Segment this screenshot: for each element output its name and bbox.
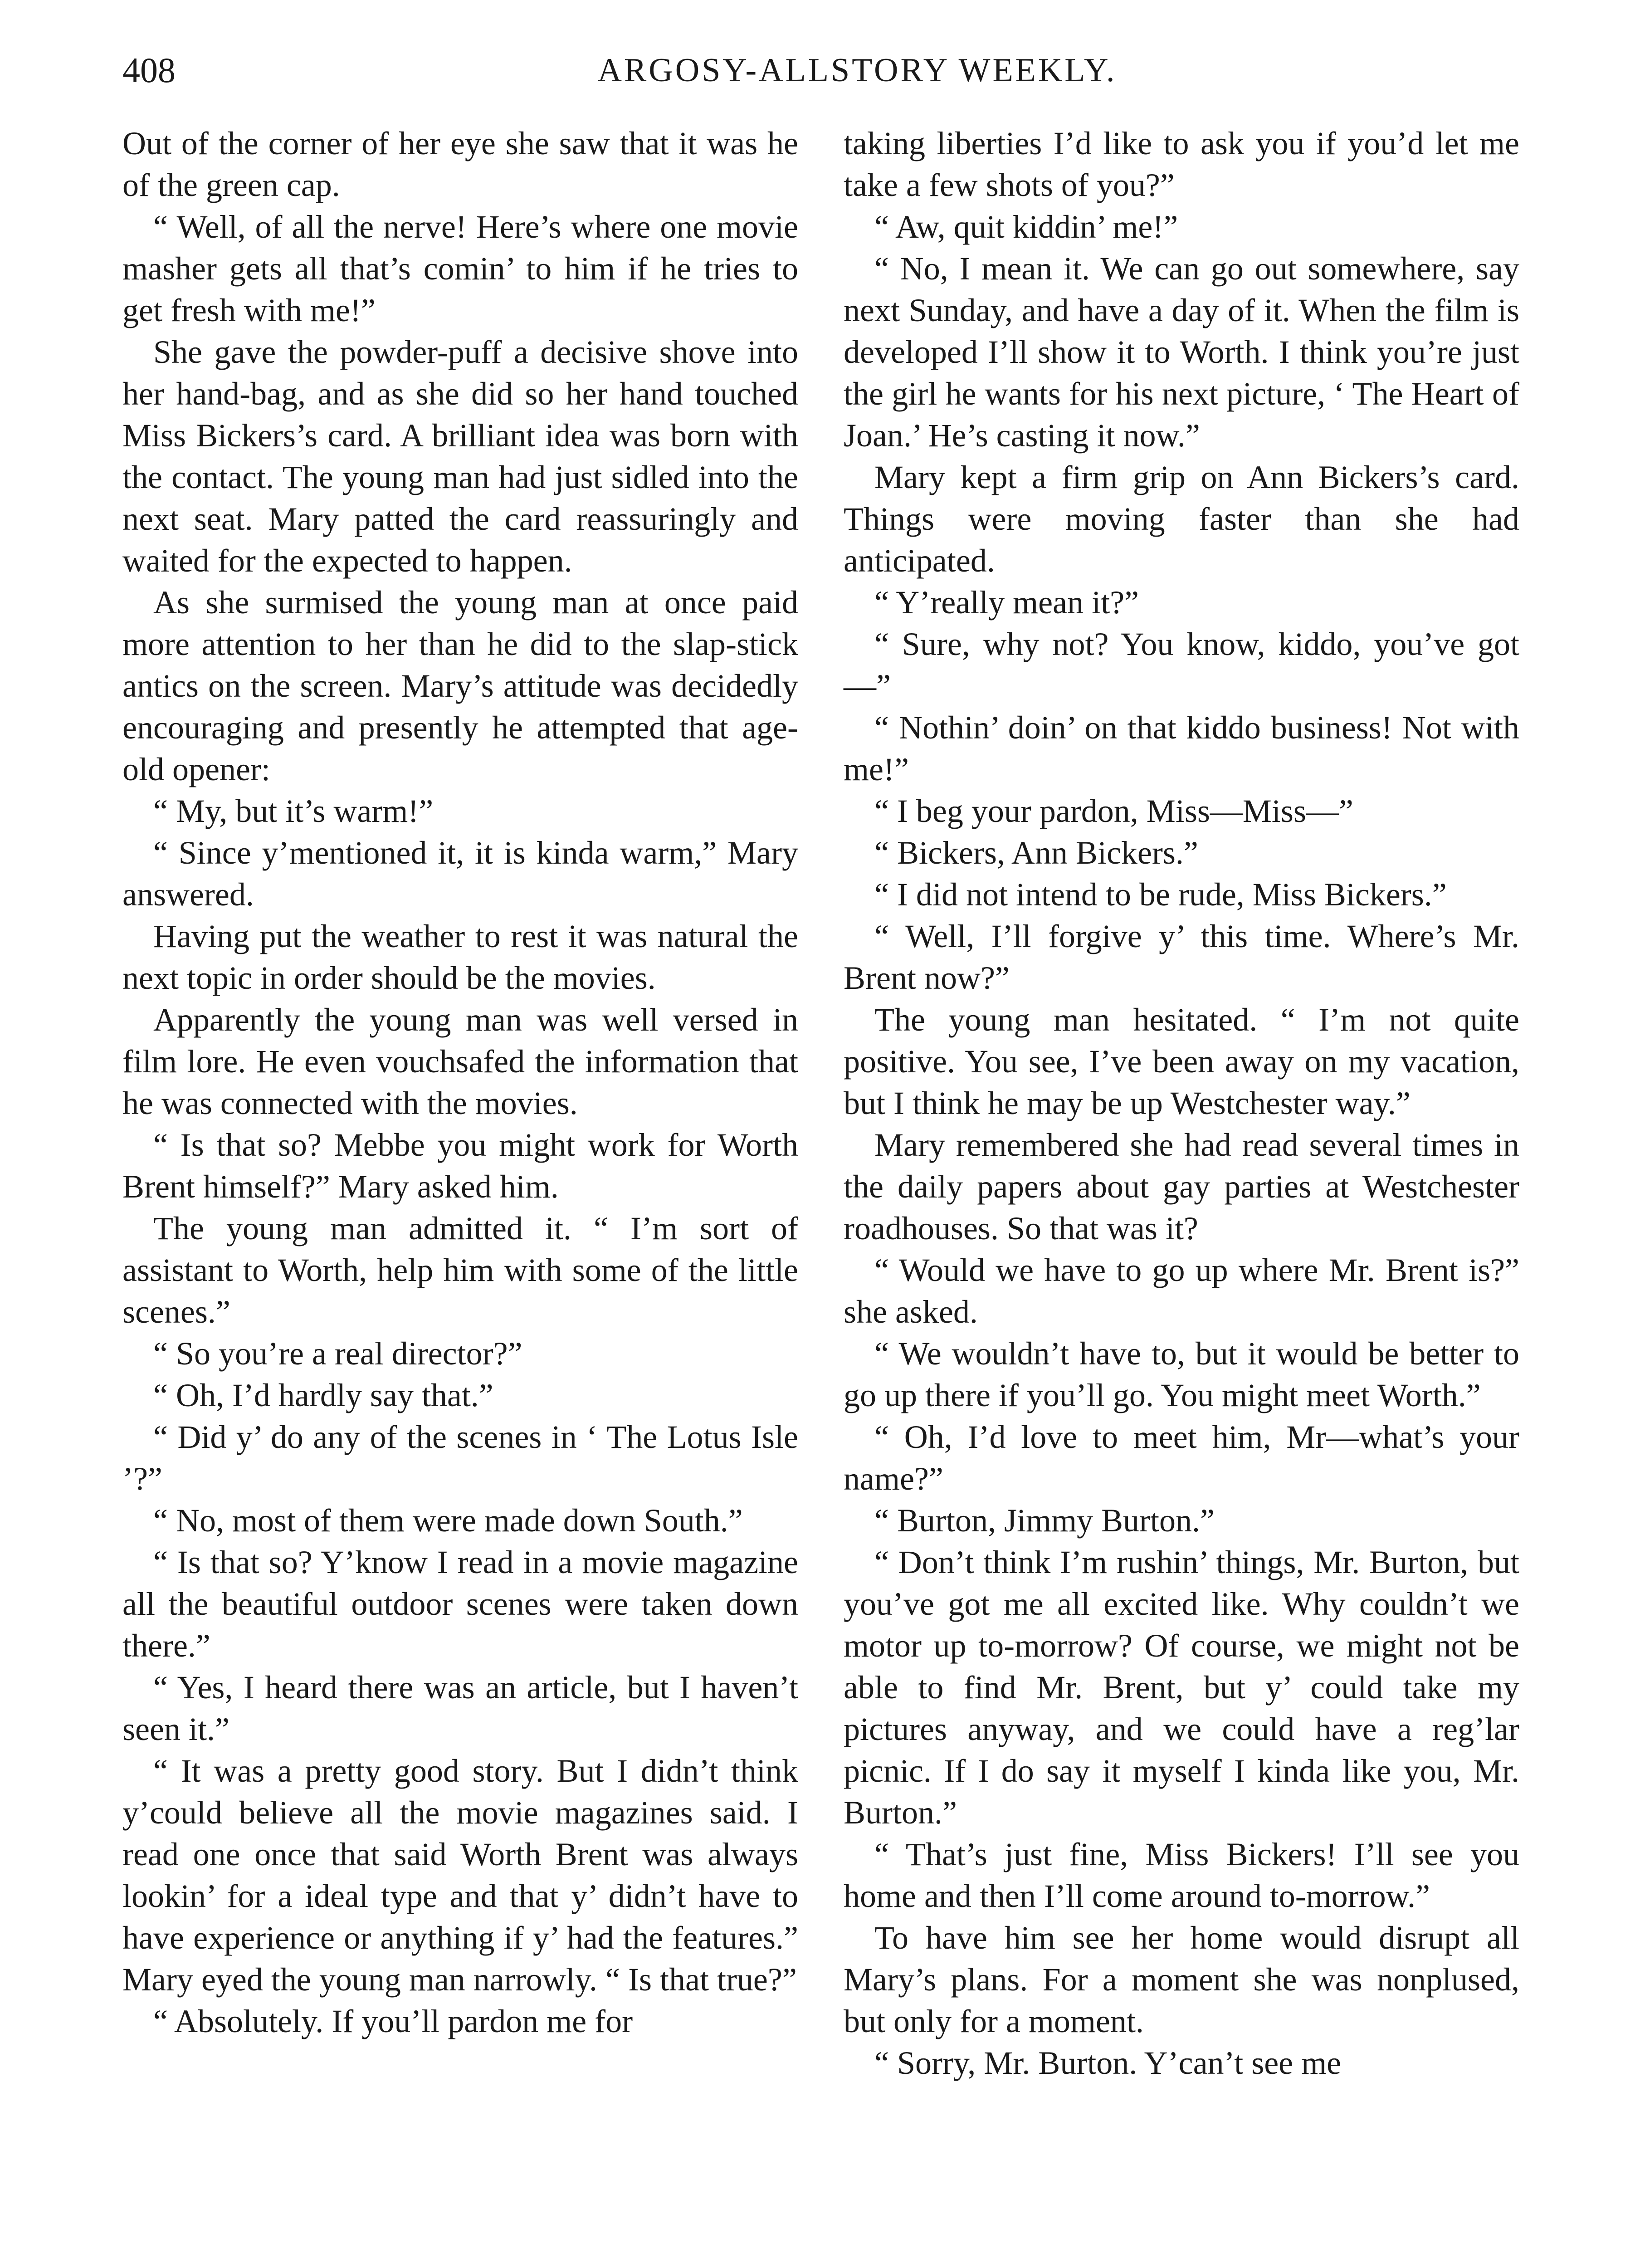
paragraph: “ Sure, why not? You know, kiddo, you’ve got—” — [844, 626, 1519, 704]
paragraph: “ Don’t think I’m rushin’ things, Mr. Burton, but you’ve got me all excited like. Why couldn’t we motor up to-morrow? Of course, we might not be able to find Mr. Brent, but y’ could take my pictures anyway, and we could have a reg’lar picnic. If I do say it myself I kinda like you, Mr. Burton.” — [844, 1544, 1519, 1831]
paragraph: “ Oh, I’d love to meet him, Mr—what’s your name?” — [844, 1419, 1519, 1497]
right-column — [844, 122, 1519, 2084]
paragraph: The young man admitted it. “ I’m sort of assistant to Worth, help him with some of the little scenes.” — [122, 1210, 798, 1330]
paragraph: The young man hesitated. “ I’m not quite positive. You see, I’ve been away on my vacation, but I think he may be up Westchester way.” — [844, 1002, 1519, 1121]
paragraph: “ Burton, Jimmy Burton.” — [874, 1502, 1215, 1539]
paragraph: Out of the corner of her eye she saw that it was he of the green cap. — [122, 125, 798, 203]
paragraph: “ Bickers, Ann Bickers.” — [874, 835, 1198, 871]
paragraph: “ Well, of all the nerve! Here’s where one movie masher gets all that’s comin’ to him if he tries to get fresh with me!” — [122, 209, 798, 328]
paragraph: “ Since y’mentioned it, it is kinda warm,” Mary answered. — [122, 835, 798, 913]
paragraph: Mary kept a firm grip on Ann Bickers’s card. Things were moving faster than she had anticipated. — [844, 459, 1519, 579]
paragraph: “ No, most of them were made down South.” — [153, 1502, 743, 1539]
paragraph: “ Yes, I heard there was an article, but I haven’t seen it.” — [122, 1669, 798, 1747]
paragraph: “ Is that so? Mebbe you might work for Worth Brent himself?” Mary asked him. — [122, 1127, 798, 1205]
paragraph: “ We wouldn’t have to, but it would be better to go up there if you’ll go. You might meet Worth.” — [844, 1335, 1519, 1413]
paragraph: Apparently the young man was well versed in film lore. He even vouchsafed the information that he was connected with the movies. — [122, 1002, 798, 1121]
paragraph: Having put the weather to rest it was natural the next topic in order should be the movies. — [122, 918, 798, 996]
paragraph: “ My, but it’s warm!” — [153, 793, 434, 829]
paragraph: “ Y’really mean it?” — [874, 584, 1139, 621]
paragraph: “ It was a pretty good story. But I didn’t think y’could believe all the movie magazines said. I read one once that said Worth Brent was always lookin’ for a ideal type and that y’ didn’t have to have experience or anything if y’ had the features.” Mary eyed the young man narrowly. “ Is that true?” — [122, 1753, 798, 1998]
paragraph: “ So you’re a real director?” — [153, 1335, 522, 1372]
paragraph: “ That’s just fine, Miss Bickers! I’ll see you home and then I’ll come around to-morrow.” — [844, 1836, 1519, 1914]
paragraph: “ I did not intend to be rude, Miss Bickers.” — [874, 876, 1447, 913]
paragraph: “ I beg your pardon, Miss—Miss—” — [874, 793, 1353, 829]
paragraph: “ Did y’ do any of the scenes in ‘ The Lotus Isle ’?” — [122, 1419, 798, 1497]
paragraph: Mary remembered she had read several times in the daily papers about gay parties at Westchester roadhouses. So that was it? — [844, 1127, 1519, 1246]
paragraph: “ Sorry, Mr. Burton. Y’can’t see me — [874, 2045, 1342, 2081]
left-column — [122, 122, 798, 2042]
paragraph: “ Would we have to go up where Mr. Brent is?” she asked. — [844, 1252, 1519, 1330]
paragraph: She gave the powder-puff a decisive shove into her hand-bag, and as she did so her hand touched Miss Bickers’s card. A brilliant idea was born with the contact. The young man had just sidled into the next seat. Mary patted the card reassuringly and waited for the expected to happen. — [122, 334, 798, 579]
page-number: 408 — [122, 50, 176, 90]
page-header — [122, 41, 1519, 100]
paragraph: As she surmised the young man at once paid more attention to her than he did to the slap-stick antics on the screen. Mary’s attitude was decidedly encouraging and presently he attempted that age-old opener: — [122, 584, 798, 787]
paragraph: “ Well, I’ll forgive y’ this time. Where’s Mr. Brent now?” — [844, 918, 1519, 996]
paragraph: To have him see her home would disrupt all Mary’s plans. For a moment she was nonplused, but only for a moment. — [844, 1920, 1519, 2039]
paragraph: “ Aw, quit kiddin’ me!” — [874, 209, 1178, 245]
paragraph: “ Oh, I’d hardly say that.” — [153, 1377, 493, 1413]
paragraph: “ Absolutely. If you’ll pardon me for — [153, 2003, 633, 2039]
running-head: ARGOSY-ALLSTORY WEEKLY. — [597, 52, 1117, 89]
paragraph: “ Is that so? Y’know I read in a movie magazine all the beautiful outdoor scenes were taken down there.” — [122, 1544, 798, 1664]
paragraph: “ No, I mean it. We can go out somewhere, say next Sunday, and have a day of it. When the film is developed I’ll show it to Worth. I think you’re just the girl he wants for his next picture, ‘ The Heart of Joan.’ He’s casting it now.” — [844, 250, 1519, 454]
paragraph: “ Nothin’ doin’ on that kiddo business! Not with me!” — [844, 709, 1519, 787]
paragraph: taking liberties I’d like to ask you if you’d let me take a few shots of you?” — [844, 125, 1519, 203]
